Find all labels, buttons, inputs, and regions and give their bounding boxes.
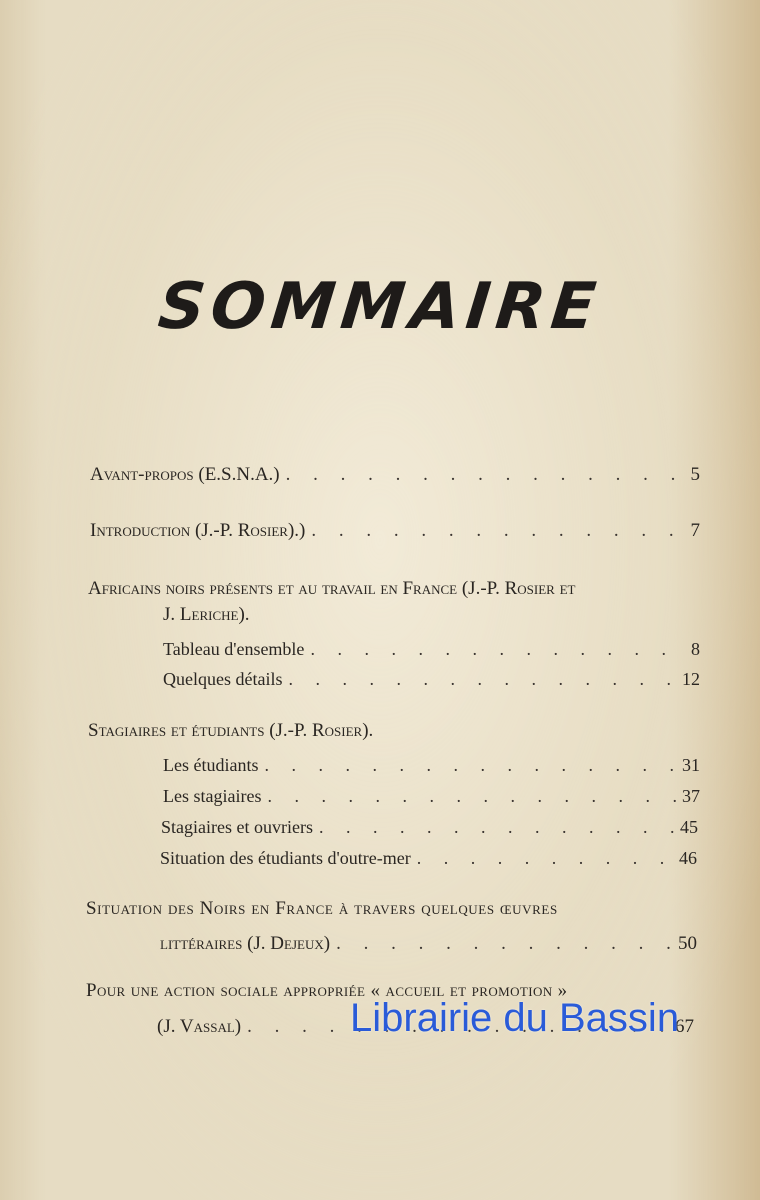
toc-entry-stagiaires: Stagiaires et étudiants (J.-P. Rosier). [88, 720, 374, 741]
toc-page-number: 12 [682, 669, 700, 689]
toc-label: Stagiaires et ouvriers [161, 817, 313, 837]
toc-page-number: 67 [675, 1016, 694, 1037]
toc-page-number: 45 [680, 817, 698, 837]
toc-page-number: 8 [691, 639, 700, 659]
toc-label: Situation des étudiants d'outre-mer [160, 848, 411, 868]
toc-label: Introduction (J.-P. Rosier).) [90, 520, 306, 541]
leader-dots [417, 846, 673, 870]
leader-dots [319, 815, 674, 839]
toc-label: Les étudiants [163, 755, 259, 775]
leader-dots [310, 637, 685, 661]
toc-page-number: 7 [690, 520, 700, 541]
toc-subentry [161, 815, 698, 839]
toc-entry-introduction [90, 519, 700, 543]
toc-page-number: 5 [690, 464, 700, 485]
toc-entry-africains-cont: J. Leriche). [163, 604, 250, 625]
toc-subentry [163, 784, 700, 808]
toc-label: Quelques détails [163, 669, 283, 689]
toc-label: littéraires (J. Dejeux) [160, 933, 331, 954]
toc-label: Les stagiaires [163, 786, 262, 806]
toc-subentry [160, 846, 697, 870]
leader-dots [264, 753, 676, 777]
toc-entry-avant-propos [90, 463, 700, 487]
toc-entry-situation-cont [160, 932, 697, 956]
toc-label: (J. Vassal) [157, 1016, 242, 1037]
leader-dots [311, 519, 684, 543]
toc-entry-action-sociale: Pour une action sociale appropriée « accueil et promotion » [86, 980, 568, 1001]
toc-subentry [163, 753, 700, 777]
watermark: Librairie du Bassin [350, 996, 680, 1040]
leader-dots [336, 932, 672, 956]
leader-dots [288, 667, 676, 691]
toc-label: Tableau d'ensemble [163, 639, 305, 659]
toc-label: Avant-propos (E.S.N.A.) [90, 464, 280, 485]
toc-page-number: 31 [682, 755, 700, 775]
toc-page-number: 50 [678, 933, 697, 954]
toc-subentry [163, 637, 700, 661]
toc-entry-africains: Africains noirs présents et au travail en France (J.-P. Rosier et [88, 578, 576, 599]
toc-subentry [163, 667, 700, 691]
toc-entry-situation: Situation des Noirs en France à travers quelques œuvres [86, 898, 558, 919]
leader-dots [286, 463, 685, 487]
page-title: SOMMAIRE [155, 270, 605, 344]
toc-page-number: 37 [682, 786, 700, 806]
toc-page-number: 46 [679, 848, 697, 868]
leader-dots [267, 784, 676, 808]
